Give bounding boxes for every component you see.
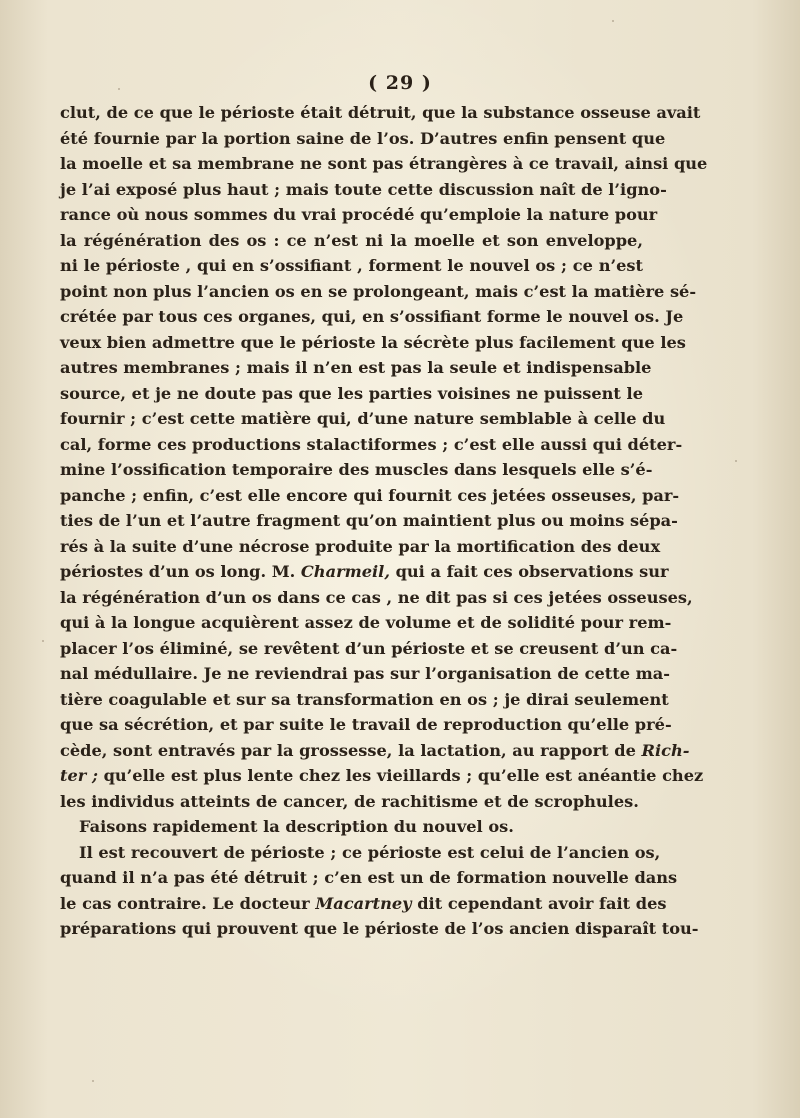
author-name-richter-cont: ter ;: [60, 766, 98, 785]
text-fragment: périostes d’un os long.: [60, 562, 267, 581]
text-line: [60, 559, 669, 585]
text-line: été fournie par la portion saine de l’os. D’autres enfin pensent que: [60, 128, 666, 148]
paper-speck: [42, 640, 44, 642]
text-line: ties de l’un et l’autre fragment qu’on maintient plus ou moins sépa-: [60, 511, 678, 530]
author-name-richter: Rich-: [641, 740, 690, 760]
text-fragment: qu’elle est plus lente chez les vieillards ; qu’elle est anéantie chez: [103, 766, 704, 785]
paragraph-line: Il est recouvert de périoste ; ce périoste est celui de l’ancien os,: [79, 842, 661, 862]
body-text: [60, 100, 708, 942]
text-line: [60, 763, 704, 789]
text-line: rés à la suite d’une nécrose produite par la mortification des deux: [60, 536, 661, 556]
text-line: clut, de ce que le périoste était détruit, que la substance osseuse avait: [60, 103, 701, 122]
text-line: préparations qui prouvent que le périoste de l’os ancien disparaît tou-: [60, 919, 699, 938]
text-line: cal, forme ces productions stalactiformes ; c’est elle aussi qui déter-: [60, 434, 683, 454]
text-line: panche ; enfin, c’est elle encore qui fournit ces jetées osseuses, par-: [60, 485, 680, 505]
text-line: [60, 891, 667, 917]
paper-speck: [735, 460, 737, 462]
text-line: crétée par tous ces organes, qui, en s’ossifiant forme le nouvel os. Je: [60, 307, 684, 326]
paper-speck: [118, 88, 120, 90]
text-line: autres membranes ; mais il n’en est pas la seule et indispensable: [60, 358, 652, 377]
text-fragment: cède, sont entravés par la grossesse, la lactation, au rapport de: [60, 740, 636, 760]
text-line: qui à la longue acquièrent assez de volume et de solidité pour rem-: [60, 613, 672, 632]
paragraph-line: Faisons rapidement la description du nouvel os.: [79, 817, 514, 836]
text-line: tière coagulable et sur sa transformation en os ; je dirai seulement: [60, 689, 669, 709]
text-line: nal médullaire. Je ne reviendrai pas sur l’organisation de cette ma-: [60, 664, 670, 683]
text-line: point non plus l’ancien os en se prolongeant, mais c’est la matière sé-: [60, 281, 697, 301]
text-fragment: qui a fait ces observations sur: [395, 562, 669, 581]
text-line: veux bien admettre que le périoste la sécrète plus facilement que les: [60, 332, 686, 352]
text-line: la régénération des os : ce n’est ni la moelle et son enveloppe,: [60, 230, 643, 250]
text-fragment: M.: [271, 562, 296, 581]
text-fragment: le cas contraire. Le docteur: [60, 893, 310, 913]
text-line: les individus atteints de cancer, de rachitisme et de scrophules.: [60, 791, 639, 811]
author-name-charmeil: Charmeil,: [300, 562, 390, 581]
text-line: placer l’os éliminé, se revêtent d’un périoste et se creusent d’un ca-: [60, 638, 678, 658]
text-line: la régénération d’un os dans ce cas , ne dit pas si ces jetées osseuses,: [60, 587, 693, 607]
text-fragment: dit cependant avoir fait des: [417, 893, 667, 913]
text-line: mine l’ossification temporaire des muscles dans lesquels elle s’é-: [60, 460, 653, 479]
text-line: source, et je ne doute pas que les parties voisines ne puissent le: [60, 383, 643, 403]
text-line: fournir ; c’est cette matière qui, d’une nature semblable à celle du: [60, 409, 666, 428]
text-line: la moelle et sa membrane ne sont pas étrangères à ce travail, ainsi que: [60, 154, 708, 173]
page-number: ( 29 ): [368, 72, 432, 94]
text-line: rance où nous sommes du vrai procédé qu’emploie la nature pour: [60, 205, 658, 224]
text-line: que sa sécrétion, et par suite le travail de reproduction qu’elle pré-: [60, 715, 672, 734]
text-line: [60, 738, 690, 764]
paper-speck: [612, 20, 614, 22]
text-line: je l’ai exposé plus haut ; mais toute cette discussion naît de l’igno-: [60, 179, 667, 199]
paper-speck: [92, 1080, 94, 1082]
text-line: quand il n’a pas été détruit ; c’en est un de formation nouvelle dans: [60, 868, 678, 887]
author-name-macartney: Macartney: [315, 893, 412, 913]
text-line: ni le périoste , qui en s’ossifiant , forment le nouvel os ; ce n’est: [60, 256, 643, 275]
